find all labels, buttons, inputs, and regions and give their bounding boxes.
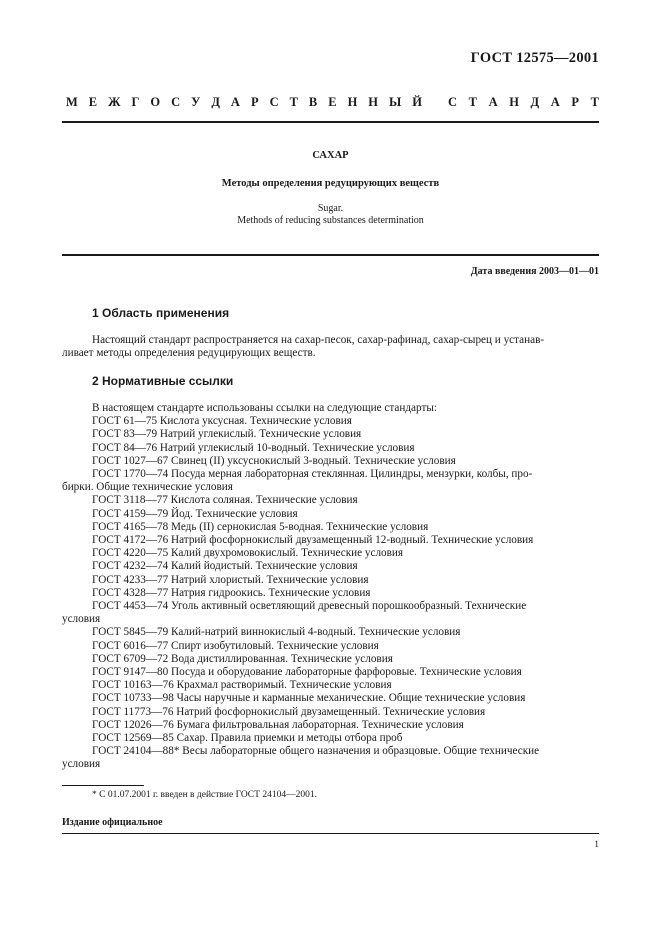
banner-letter: Р bbox=[571, 95, 579, 109]
standard-banner bbox=[66, 95, 599, 110]
reference-item bbox=[62, 600, 599, 613]
reference-continuation: условия bbox=[62, 613, 101, 626]
reference-item bbox=[62, 415, 599, 428]
reference-item bbox=[62, 547, 599, 560]
banner-letter: А bbox=[550, 95, 560, 109]
reference-text: Сахар. Правила приемки и методы отбора проб bbox=[176, 732, 403, 745]
reference-code: ГОСТ 12026—76 bbox=[92, 718, 174, 731]
reference-code: ГОСТ 4453—74 bbox=[92, 600, 169, 613]
banner-word-standard bbox=[448, 95, 599, 110]
reference-text: Кислота уксусная. Технические условия bbox=[159, 415, 352, 428]
reference-text: Крахмал растворимый. Технические условия bbox=[176, 679, 392, 692]
banner-letter: У bbox=[191, 95, 201, 109]
reference-item bbox=[62, 692, 599, 705]
reference-item bbox=[62, 719, 599, 732]
reference-text: Посуда и оборудование лабораторные фарфоровые. Технические условия bbox=[171, 666, 522, 679]
references-intro: В настоящем стандарте использованы ссылки на следующие стандарты: bbox=[92, 402, 437, 414]
reference-code: ГОСТ 24104—88* bbox=[92, 745, 180, 758]
reference-item bbox=[62, 442, 599, 455]
reference-continuation: бирки. Общие технические условия bbox=[62, 481, 233, 494]
reference-code: ГОСТ 4159—79 bbox=[92, 507, 169, 520]
reference-text: Калий двухромовокислый. Технические условия bbox=[171, 547, 404, 560]
banner-letter: С bbox=[171, 95, 181, 109]
page-number: 1 bbox=[594, 840, 599, 850]
banner-letter: Н bbox=[368, 95, 379, 109]
english-title bbox=[62, 203, 599, 227]
reference-code: ГОСТ 1770—74 bbox=[92, 468, 169, 481]
reference-item bbox=[62, 706, 599, 719]
reference-item bbox=[62, 574, 599, 587]
reference-code: ГОСТ 12569—85 bbox=[92, 732, 174, 745]
reference-item bbox=[62, 732, 599, 745]
reference-code: ГОСТ 4233—77 bbox=[92, 573, 169, 586]
reference-item bbox=[62, 640, 599, 653]
document-title: САХАР bbox=[312, 150, 349, 161]
section1-line1: Настоящий стандарт распространяется на сахар-песок, сахар-рафинад, сахар-сырец и устанав- bbox=[92, 334, 545, 346]
reference-code: ГОСТ 4172—76 bbox=[92, 534, 169, 547]
reference-code: ГОСТ 4328—77 bbox=[92, 586, 169, 599]
reference-code: ГОСТ 4220—75 bbox=[92, 547, 169, 560]
banner-letter: Д bbox=[211, 95, 220, 109]
header-rule bbox=[62, 121, 599, 123]
section1-text bbox=[62, 334, 599, 360]
reference-text: Натрий фосфорнокислый двузамещенный 12-водный. Технические условия bbox=[171, 534, 534, 547]
banner-letter: О bbox=[150, 95, 161, 109]
reference-item bbox=[62, 653, 599, 666]
reference-code: ГОСТ 9147—80 bbox=[92, 666, 169, 679]
reference-item bbox=[62, 626, 599, 639]
banner-letter: Н bbox=[347, 95, 358, 109]
banner-letter: Н bbox=[509, 95, 519, 109]
reference-text: Медь (II) сернокислая 5-водная. Технические условия bbox=[171, 520, 429, 533]
document-subtitle: Методы определения редуцирующих веществ bbox=[221, 178, 440, 189]
reference-text: Бумага фильтровальная лабораторная. Технические условия bbox=[176, 718, 464, 731]
reference-text: Натрий хлористый. Технические условия bbox=[171, 573, 369, 586]
banner-letter: Ы bbox=[389, 95, 402, 109]
section1-heading: 1 Область применения bbox=[92, 306, 230, 320]
reference-item bbox=[62, 508, 599, 521]
english-title-line1: Sugar. bbox=[317, 203, 344, 214]
section1-line2: ливает методы определения редуцирующих веществ. bbox=[62, 347, 316, 360]
reference-code: ГОСТ 4232—74 bbox=[92, 560, 169, 573]
banner-letter: А bbox=[488, 95, 498, 109]
banner-letter: Г bbox=[131, 95, 140, 109]
reference-item bbox=[62, 534, 599, 547]
reference-text: Свинец (II) уксуснокислый 3-водный. Технические условия bbox=[171, 454, 456, 467]
banner-letter: М bbox=[66, 95, 78, 109]
reference-text: Вода дистиллированная. Технические условия bbox=[171, 652, 393, 665]
introduction-date: Дата введения 2003—01—01 bbox=[470, 266, 599, 277]
banner-letter: Д bbox=[530, 95, 540, 109]
reference-text: Натрий углекислый. Технические условия bbox=[159, 428, 362, 441]
banner-letter: Р bbox=[250, 95, 259, 109]
banner-letter: Т bbox=[468, 95, 477, 109]
reference-code: ГОСТ 6016—77 bbox=[92, 639, 169, 652]
reference-text: Натрий фосфорнокислый двузамещенный. Технические условия bbox=[176, 705, 486, 718]
reference-code: ГОСТ 11773—76 bbox=[92, 705, 174, 718]
reference-text: Весы лабораторные общего назначения и образцовые. Общие технические bbox=[182, 745, 540, 758]
reference-text: Кислота соляная. Технические условия bbox=[170, 494, 358, 507]
reference-item bbox=[62, 666, 599, 679]
reference-code: ГОСТ 6709—72 bbox=[92, 652, 169, 665]
reference-text: Спирт изобутиловый. Технические условия bbox=[171, 639, 379, 652]
reference-text: Натрия гидроокись. Технические условия bbox=[171, 586, 371, 599]
reference-item bbox=[62, 468, 599, 481]
reference-code: ГОСТ 4165—78 bbox=[92, 520, 169, 533]
reference-item bbox=[62, 587, 599, 600]
banner-letter: Т bbox=[289, 95, 298, 109]
reference-text: Калий-натрий виннокислый 4-водный. Технические условия bbox=[171, 626, 461, 639]
banner-letter: С bbox=[448, 95, 458, 109]
reference-item bbox=[62, 679, 599, 692]
reference-item bbox=[62, 494, 599, 507]
reference-text: Натрий углекислый 10-водный. Технические условия bbox=[159, 441, 415, 454]
reference-item bbox=[62, 560, 599, 573]
banner-letter: А bbox=[230, 95, 240, 109]
reference-text: Уголь активный осветляющий древесный порошкообразный. Технические bbox=[171, 600, 527, 613]
banner-letter: Е bbox=[328, 95, 337, 109]
reference-item bbox=[62, 745, 599, 758]
footnote: * С 01.07.2001 г. введен в действие ГОСТ 24104—2001. bbox=[92, 790, 317, 800]
banner-letter: Ж bbox=[108, 95, 121, 109]
banner-letter: В bbox=[308, 95, 318, 109]
reference-code: ГОСТ 61—75 bbox=[92, 415, 158, 428]
reference-code: ГОСТ 1027—67 bbox=[92, 454, 169, 467]
footnote-rule bbox=[62, 785, 144, 786]
banner-letter: Й bbox=[412, 95, 422, 109]
reference-code: ГОСТ 3118—77 bbox=[92, 494, 168, 507]
banner-word-interstate bbox=[66, 95, 422, 110]
title-rule bbox=[62, 254, 599, 256]
references-list bbox=[62, 402, 599, 772]
reference-text: Йод. Технические условия bbox=[171, 507, 298, 520]
edition-label: Издание официальное bbox=[62, 817, 163, 828]
reference-text: Часы наручные и карманные механические. Общие технические условия bbox=[176, 692, 526, 705]
reference-item bbox=[62, 455, 599, 468]
reference-continuation: условия bbox=[62, 758, 101, 771]
reference-text: Калий йодистый. Технические условия bbox=[171, 560, 358, 573]
reference-item bbox=[62, 521, 599, 534]
reference-code: ГОСТ 84—76 bbox=[92, 441, 158, 454]
banner-letter: Е bbox=[88, 95, 98, 109]
reference-code: ГОСТ 10733—98 bbox=[92, 692, 174, 705]
section2-heading: 2 Нормативные ссылки bbox=[92, 374, 234, 388]
reference-code: ГОСТ 5845—79 bbox=[92, 626, 169, 639]
document-number: ГОСТ 12575—2001 bbox=[470, 50, 599, 66]
reference-text: Посуда мерная лабораторная стеклянная. Цилиндры, мензурки, колбы, про- bbox=[171, 468, 533, 481]
reference-code: ГОСТ 83—79 bbox=[92, 428, 158, 441]
reference-code: ГОСТ 10163—76 bbox=[92, 679, 174, 692]
edition-rule bbox=[62, 833, 599, 834]
banner-letter: Т bbox=[590, 95, 599, 109]
banner-letter: С bbox=[269, 95, 279, 109]
reference-item bbox=[62, 428, 599, 441]
english-title-line2: Methods of reducing substances determination bbox=[237, 215, 424, 226]
